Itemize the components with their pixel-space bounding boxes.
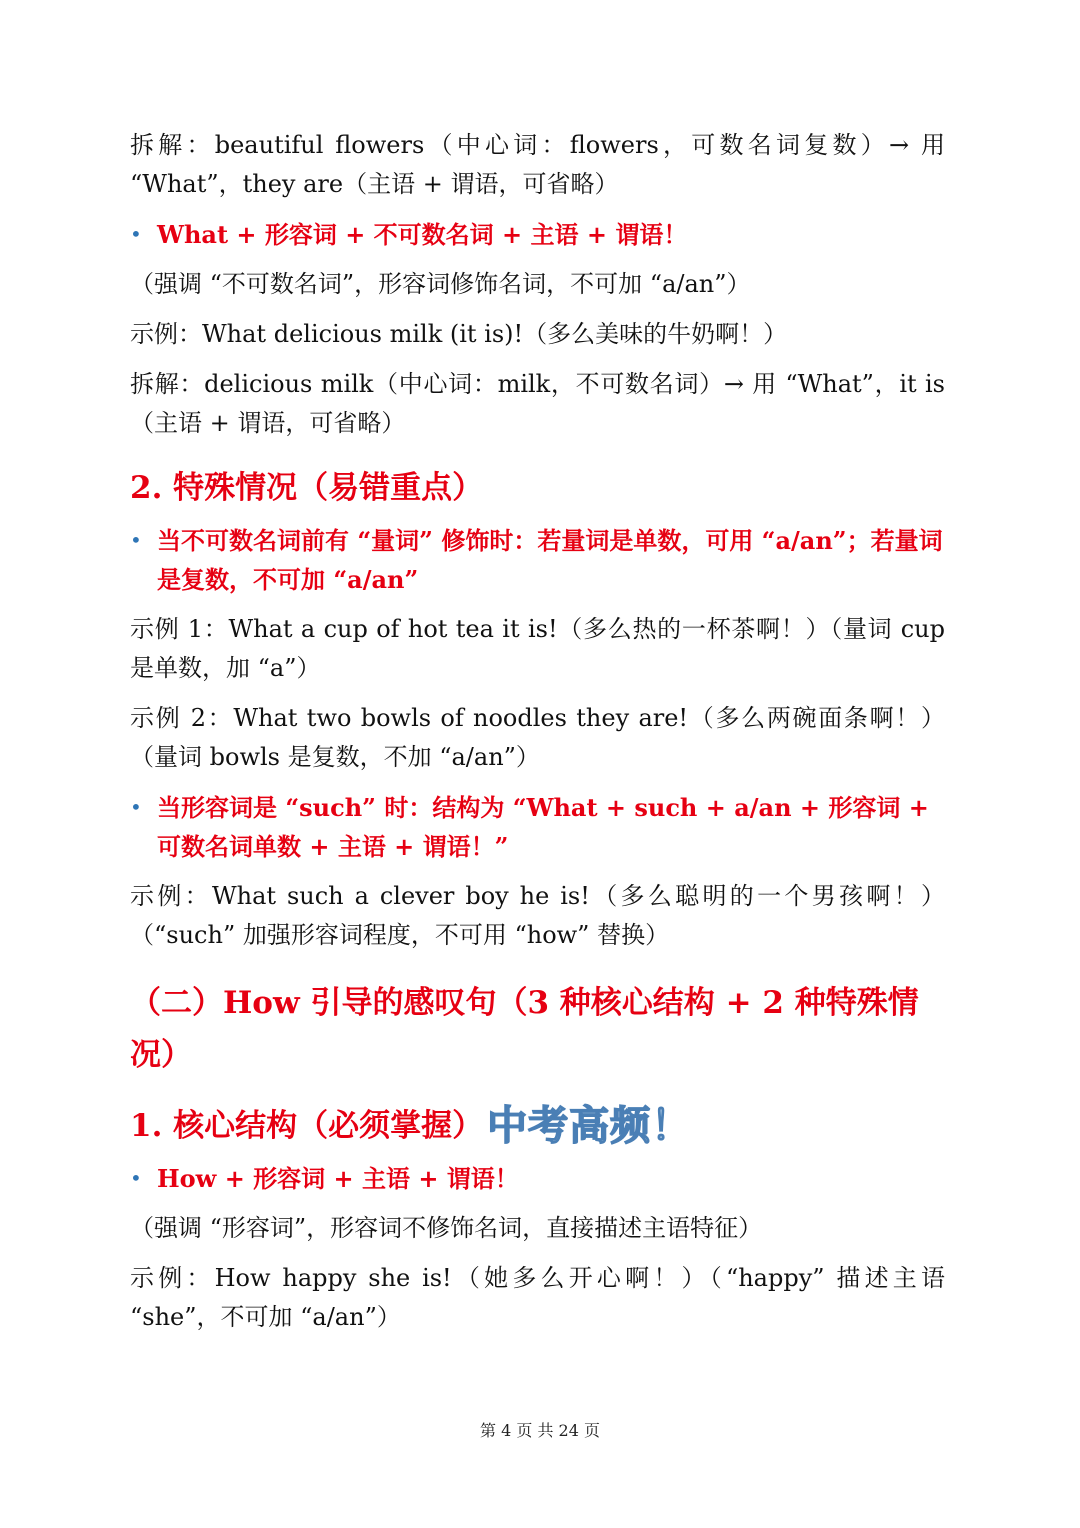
example-paragraph: 示例：What such a clever boy he is!（多么聪明的一个男孩啊！）（“such” 加强形容词程度，不可用 “how” 替换）: [130, 882, 945, 949]
bullet-icon: •: [130, 795, 142, 819]
document-body: [130, 126, 945, 1348]
example-paragraph: 示例：How happy she is!（她多么开心啊！）（“happy” 描述主语 “she”，不可加 “a/an”）: [130, 1264, 945, 1331]
chapter-heading: （二）How 引导的感叹句（3 种核心结构 + 2 种特殊情况）: [130, 985, 919, 1073]
section-heading: 2. 特殊情况（易错重点）: [130, 470, 484, 506]
high-frequency-badge: 中考高频！: [487, 1103, 693, 1149]
section-heading-text: 1. 核心结构（必须掌握）: [130, 1108, 484, 1144]
paragraph: 拆解：beautiful flowers（中心词：flowers，可数名词复数）→ 用 “What”，they are（主语 + 谓语，可省略）: [130, 131, 945, 198]
example-paragraph: 示例 1：What a cup of hot tea it is!（多么热的一杯茶啊！）（量词 cup 是单数，加 “a”）: [130, 615, 945, 682]
bullet-icon: •: [130, 222, 142, 246]
bullet-icon: •: [130, 1166, 142, 1190]
bullet-rule: [130, 788, 945, 866]
bullet-text: 当不可数名词前有 “量词” 修饰时：若量词是单数，可用 “a/an”；若量词是复数，不可加 “a/an”: [157, 526, 943, 594]
bullet-rule: [130, 215, 945, 254]
example-paragraph: 示例 2：What two bowls of noodles they are!（多么两碗面条啊！）（量词 bowls 是复数，不加 “a/an”）: [130, 704, 945, 771]
page-footer: 第 4 页 共 24 页: [480, 1421, 600, 1440]
bullet-rule: [130, 521, 945, 599]
paragraph: （强调 “不可数名词”，形容词修饰名词，不可加 “a/an”）: [130, 270, 751, 298]
bullet-text: 当形容词是 “such” 时：结构为 “What + such + a/an + 形容词 + 可数名词单数 + 主语 + 谓语！”: [157, 793, 929, 861]
bullet-rule: [130, 1159, 945, 1198]
section-heading: [130, 1101, 945, 1151]
bullet-text: How + 形容词 + 主语 + 谓语！: [157, 1164, 519, 1193]
example-paragraph: 示例：What delicious milk (it is)!（多么美味的牛奶啊！）: [130, 320, 788, 348]
paragraph: 拆解：delicious milk（中心词：milk，不可数名词）→ 用 “What”，it is （主语 + 谓语，可省略）: [130, 370, 945, 437]
paragraph: （强调 “形容词”，形容词不修饰名词，直接描述主语特征）: [130, 1214, 763, 1242]
bullet-icon: •: [130, 528, 142, 552]
bullet-text: What + 形容词 + 不可数名词 + 主语 + 谓语！: [157, 220, 688, 249]
